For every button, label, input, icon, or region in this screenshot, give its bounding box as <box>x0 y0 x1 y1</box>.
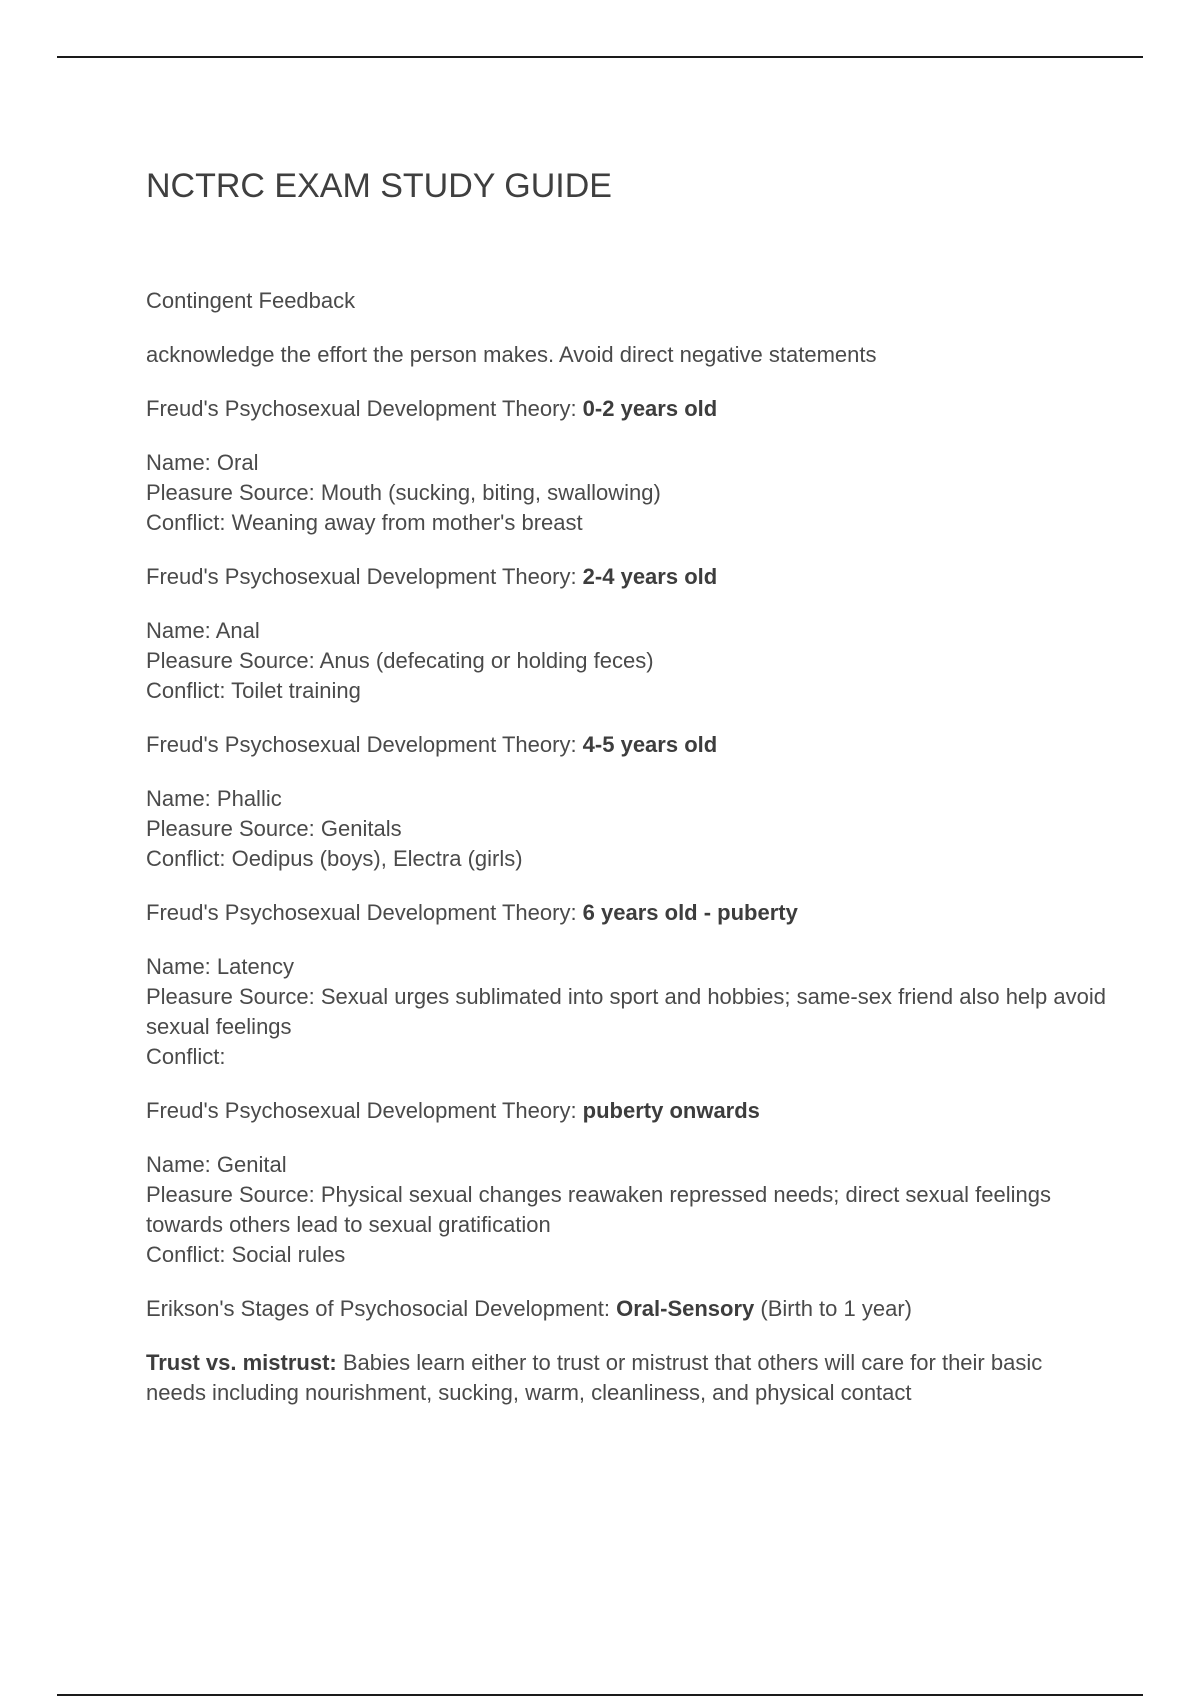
definition <box>146 784 1106 874</box>
term-bold: 6 years old - puberty <box>582 900 798 925</box>
definition-line: Pleasure Source: Genitals <box>146 816 402 841</box>
document-body <box>146 166 1106 1432</box>
term-prefix: Freud's Psychosexual Development Theory: <box>146 900 583 925</box>
term-bold: 4-5 years old <box>582 732 718 757</box>
term <box>146 730 1106 760</box>
definition-line: Conflict: <box>146 1044 226 1069</box>
definition-bold: Trust vs. mistrust: <box>146 1350 337 1375</box>
term <box>146 394 1106 424</box>
term-bold: 0-2 years old <box>582 396 718 421</box>
definition-line: Name: Oral <box>146 450 259 475</box>
term-suffix: (Birth to 1 year) <box>754 1296 912 1321</box>
definition-line: Pleasure Source: Physical sexual changes reawaken repressed needs; direct sexual feelings towards others lead to sexual gratification <box>146 1182 1051 1237</box>
term <box>146 562 1106 592</box>
definition-text: Babies learn either to trust or mistrust that others will care for their basic needs including nourishment, sucking, warm, cleanliness, and physical contact <box>146 1350 1043 1405</box>
definition-line: Conflict: Social rules <box>146 1242 346 1267</box>
term <box>146 1294 1106 1324</box>
definition-line: Conflict: Oedipus (boys), Electra (girls) <box>146 846 523 871</box>
bottom-rule <box>57 1694 1143 1696</box>
definition <box>146 952 1106 1072</box>
definition <box>146 1348 1106 1408</box>
definition-line: Conflict: Toilet training <box>146 678 361 703</box>
term: Contingent Feedback <box>146 288 356 313</box>
definition-line: Name: Anal <box>146 618 260 643</box>
definition <box>146 1150 1106 1270</box>
definition-line: Conflict: Weaning away from mother's breast <box>146 510 583 535</box>
top-rule <box>57 56 1143 58</box>
term-prefix: Freud's Psychosexual Development Theory: <box>146 564 583 589</box>
definition-line: Name: Latency <box>146 954 294 979</box>
term-prefix: Erikson's Stages of Psychosocial Development: <box>146 1296 617 1321</box>
term-bold: 2-4 years old <box>582 564 718 589</box>
term <box>146 898 1106 928</box>
page-title: NCTRC EXAM STUDY GUIDE <box>146 167 612 205</box>
term-prefix: Freud's Psychosexual Development Theory: <box>146 396 583 421</box>
definition-line: Name: Genital <box>146 1152 287 1177</box>
term-bold: Oral-Sensory <box>616 1296 755 1321</box>
definition <box>146 616 1106 706</box>
term-prefix: Freud's Psychosexual Development Theory: <box>146 732 583 757</box>
definition: acknowledge the effort the person makes. Avoid direct negative statements <box>146 342 877 367</box>
term-prefix: Freud's Psychosexual Development Theory: <box>146 1098 583 1123</box>
term-bold: puberty onwards <box>582 1098 760 1123</box>
definition-line: Pleasure Source: Mouth (sucking, biting, swallowing) <box>146 480 661 505</box>
definition-line: Pleasure Source: Sexual urges sublimated into sport and hobbies; same-sex friend also help avoid sexual feelings <box>146 984 1106 1039</box>
definition <box>146 448 1106 538</box>
definition-line: Name: Phallic <box>146 786 282 811</box>
term <box>146 1096 1106 1126</box>
definition-line: Pleasure Source: Anus (defecating or holding feces) <box>146 648 654 673</box>
